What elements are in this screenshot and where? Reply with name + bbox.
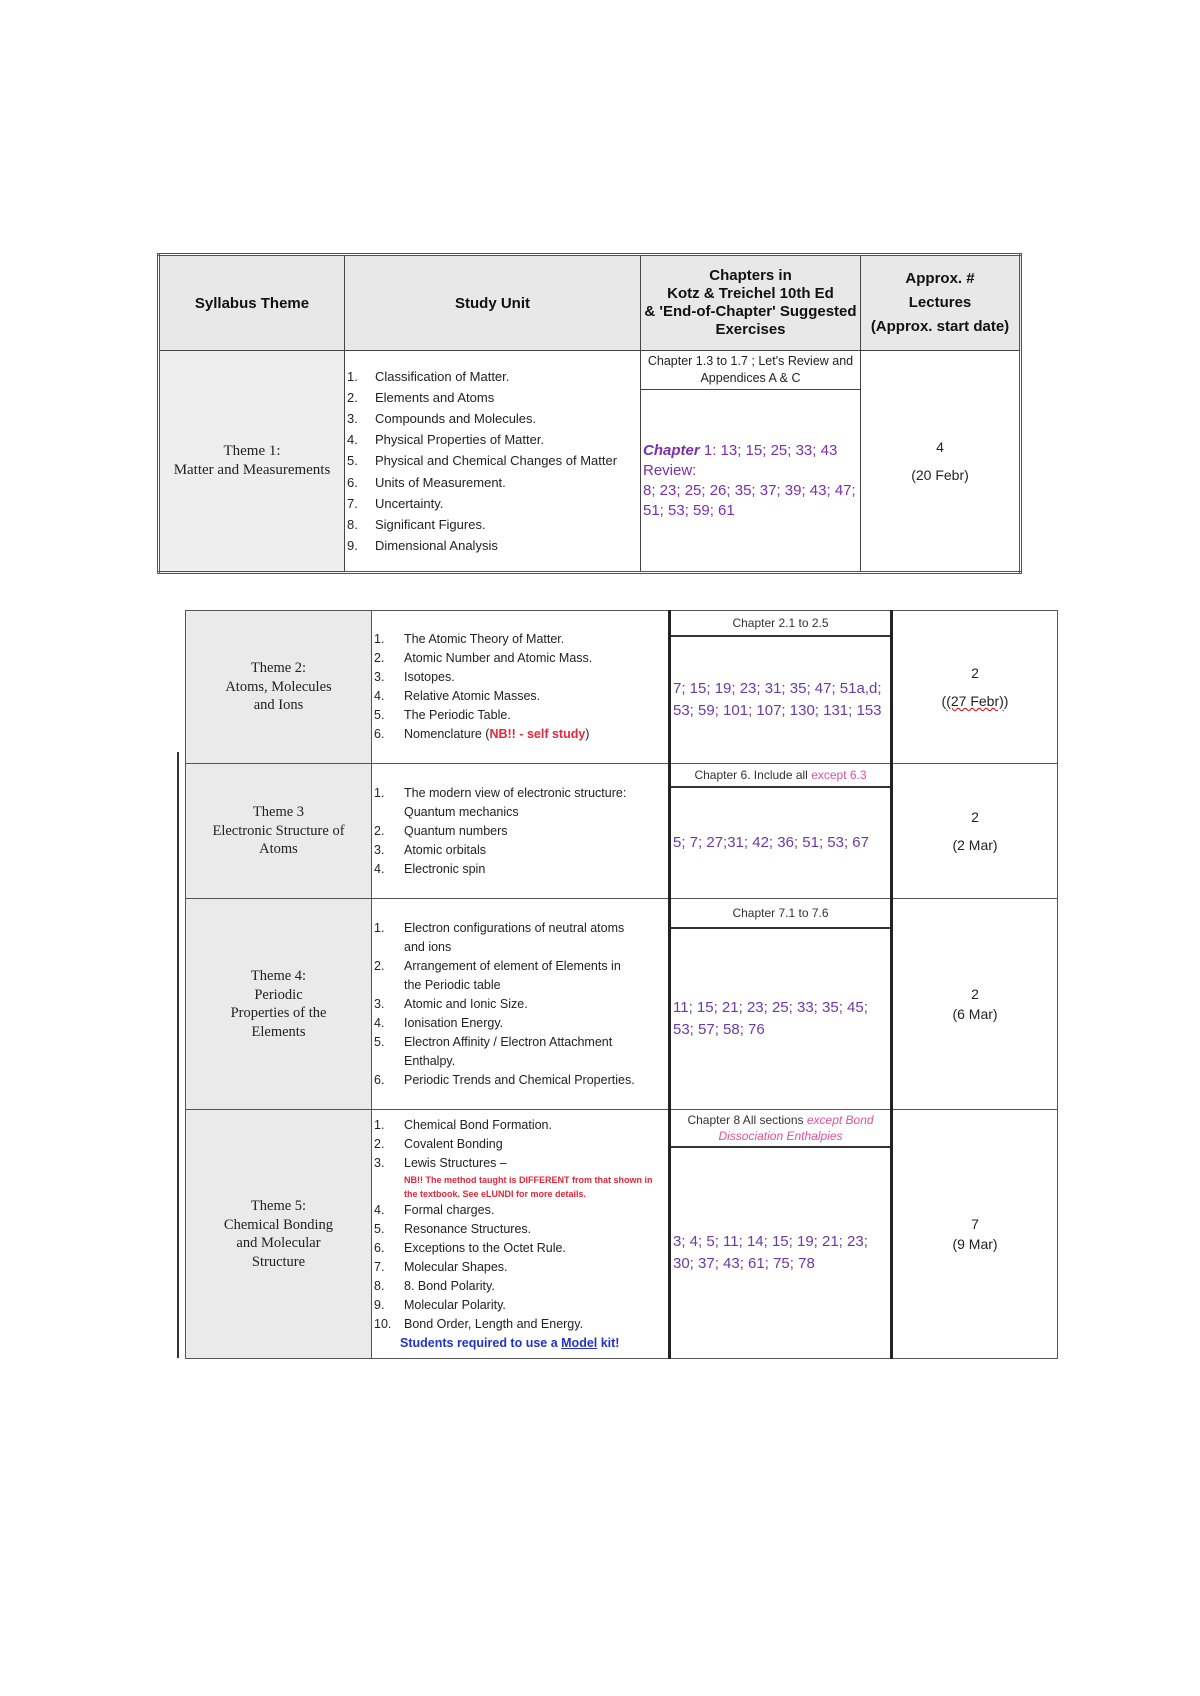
study-unit-item: [372, 1033, 668, 1052]
study-unit-item: [372, 1154, 668, 1173]
study-unit-item: [345, 472, 640, 493]
theme-5-chapter-ref-except: except Bond Dissociation Enthalpies: [718, 1113, 874, 1143]
theme-1-units: [345, 351, 641, 573]
theme-2-unit-list: [372, 630, 668, 744]
study-unit-text: Quantum mechanics: [404, 804, 519, 819]
study-unit-item: [372, 1201, 668, 1220]
study-unit-number: 2.: [374, 958, 385, 973]
theme-1-exercises: [641, 390, 861, 573]
theme-2-units: [372, 611, 670, 764]
study-unit-item: [345, 535, 640, 556]
study-unit-item: [372, 706, 668, 725]
study-unit-item: [372, 784, 668, 803]
study-unit-item: [345, 429, 640, 450]
study-unit-item: [372, 1296, 668, 1315]
study-unit-item: [372, 803, 668, 822]
theme-5-model-kit-b: Model: [561, 1335, 598, 1350]
theme-3-chapter-ref-main: Chapter 6. Include all: [694, 768, 812, 782]
study-unit-number: 6.: [374, 727, 385, 741]
theme-3-unit-list: [372, 784, 668, 879]
study-unit-text: Significant Figures.: [375, 517, 486, 532]
study-unit-number: 7.: [347, 495, 358, 511]
theme-3-exercises: 5; 7; 27;31; 42; 36; 51; 53; 67: [670, 787, 892, 899]
study-unit-item: [345, 514, 640, 535]
study-unit-item: [372, 1258, 668, 1277]
study-unit-number: 4.: [374, 861, 385, 876]
study-unit-text: Molecular Shapes.: [404, 1259, 508, 1274]
theme-4-subtitle-c: Elements: [251, 1023, 306, 1040]
theme-3-cell: [186, 764, 372, 899]
study-unit-number: 2.: [374, 651, 385, 665]
study-unit-number: 1.: [374, 920, 385, 935]
study-unit-text: The modern view of electronic structure:: [404, 785, 627, 800]
study-unit-item: [372, 649, 668, 668]
study-unit-number: [372, 803, 404, 822]
theme-2-cell: [186, 611, 372, 764]
study-unit-text: Physical and Chemical Changes of Matter: [375, 453, 618, 469]
nb-self-study-wrap: [489, 725, 589, 744]
study-unit-item: [372, 841, 668, 860]
study-unit-text: Elements and Atoms: [375, 389, 495, 405]
theme-2-start-date: ((27 Febr)): [941, 693, 1009, 709]
theme-2-subtitle-b: and Ions: [253, 697, 304, 714]
theme-5-chapter-ref-main: Chapter 8 All sections: [687, 1113, 807, 1127]
theme-1-lecture-count: 4: [936, 439, 944, 455]
theme-2-lectures: [892, 611, 1058, 764]
theme-5-units: [372, 1110, 670, 1359]
study-unit-text: 8. Bond Polarity.: [404, 1278, 495, 1293]
study-unit-text: Uncertainty.: [375, 495, 444, 511]
study-unit-text: The Periodic Table.: [404, 708, 511, 722]
theme-4-lectures: [892, 899, 1058, 1110]
theme-4-exercises: 11; 15; 21; 23; 25; 33; 35; 45; 53; 57; 58; 76: [670, 928, 892, 1110]
study-unit-item: [372, 687, 668, 706]
study-unit-text: Dimensional Analysis: [375, 538, 498, 554]
syllabus-table-part-1: [157, 253, 1022, 574]
study-unit-text: Arrangement of element of Elements in: [404, 958, 621, 973]
study-unit-number: 1.: [347, 368, 358, 384]
study-unit-item: [372, 860, 668, 879]
theme-5-model-kit-a: Students required to use a: [400, 1335, 562, 1350]
study-unit-text: Ionisation Energy.: [404, 1015, 504, 1030]
study-unit-number: 5.: [374, 1221, 385, 1236]
theme-1-chapter-label: Chapter: [643, 441, 700, 459]
study-unit-number: 2.: [374, 1136, 385, 1151]
study-unit-text: Electron configurations of neutral atoms: [404, 920, 625, 935]
theme-5-exercises: 3; 4; 5; 11; 14; 15; 19; 21; 23; 30; 37; 43; 61; 75; 78: [670, 1147, 892, 1359]
header-chapters-line1: Chapters in: [709, 267, 792, 284]
header-syllabus-theme: Syllabus Theme: [159, 255, 345, 351]
theme-1-chapter-ref: Chapter 1.3 to 1.7 ; Let's Review and Appendices A & C: [641, 351, 861, 390]
theme-5-model-kit: [372, 1334, 668, 1353]
theme-2-exercises: 7; 15; 19; 23; 31; 35; 47; 51a,d; 53; 59; 101; 107; 130; 131; 153: [670, 636, 892, 764]
study-unit-text: Atomic orbitals: [404, 842, 486, 857]
theme-4-unit-list: [372, 919, 668, 1090]
theme-5-subtitle-c: Structure: [251, 1253, 306, 1270]
study-unit-text: Isotopes.: [404, 670, 455, 684]
theme-3-start-date: (2 Mar): [952, 837, 998, 853]
study-unit-item: [372, 976, 668, 995]
study-unit-text: Compounds and Molecules.: [375, 410, 537, 426]
theme-1-subtitle: Matter and Measurements: [173, 462, 331, 478]
syllabus-table-part-2: [185, 610, 1058, 1359]
theme-2-lecture-count: 2: [971, 665, 979, 681]
study-unit-text: Electron Affinity / Electron Attachment: [404, 1034, 613, 1049]
study-unit-number: 1.: [374, 1117, 385, 1132]
study-unit-item: [372, 1071, 668, 1090]
theme-4-units: [372, 899, 670, 1110]
study-unit-number: 3.: [374, 1155, 385, 1170]
theme-5-lectures: [892, 1110, 1058, 1359]
study-unit-text: Nomenclature (: [404, 727, 490, 741]
study-unit-text: Lewis Structures –: [404, 1155, 507, 1170]
theme-3-units: [372, 764, 670, 899]
study-unit-item: [372, 938, 668, 957]
study-unit-number: 1.: [374, 632, 385, 646]
study-unit-text: Covalent Bonding: [404, 1136, 503, 1151]
study-unit-item: [372, 630, 668, 649]
nb-self-study-note: NB!! - self study: [489, 727, 586, 741]
table-left-bar: [177, 752, 179, 1358]
theme-5-unit-list-a: [372, 1116, 668, 1173]
study-unit-number: 6.: [374, 1072, 385, 1087]
study-unit-number: 3.: [347, 410, 358, 426]
theme-4-lecture-count: 2: [971, 986, 979, 1002]
theme-1-start-date: (20 Febr): [911, 467, 969, 483]
header-lectures: [861, 255, 1021, 351]
study-unit-item: [345, 493, 640, 514]
study-unit-number: 6.: [347, 474, 358, 490]
theme-5-lecture-count: 7: [971, 1216, 979, 1232]
study-unit-text: Formal charges.: [404, 1202, 495, 1217]
study-unit-item: [372, 1277, 668, 1296]
study-unit-item: [345, 387, 640, 408]
study-unit-text: Periodic Trends and Chemical Properties.: [404, 1072, 635, 1087]
theme-2-title: Theme 2:: [250, 660, 307, 677]
study-unit-text: Chemical Bond Formation.: [404, 1117, 552, 1132]
study-unit-item: [372, 1014, 668, 1033]
study-unit-item: [372, 1116, 668, 1135]
header-chapters-line3: & 'End-of-Chapter' Suggested Exercises: [644, 303, 857, 338]
study-unit-number: 7.: [374, 1259, 385, 1274]
study-unit-number: 2.: [374, 823, 385, 838]
study-unit-text: Exceptions to the Octet Rule.: [404, 1240, 566, 1255]
study-unit-item: [372, 725, 668, 744]
theme-3-subtitle-b: Atoms: [259, 841, 298, 858]
study-unit-number: 4.: [374, 1202, 385, 1217]
theme-4-title: Theme 4:: [250, 968, 307, 984]
theme-4-start-date: (6 Mar): [952, 1006, 998, 1022]
study-unit-number: 3.: [374, 670, 385, 684]
theme-3-chapter-ref-except: except 6.3: [811, 768, 867, 782]
header-lectures-line3: (Approx. start date): [870, 318, 1010, 335]
study-unit-number: 5.: [374, 708, 385, 722]
study-unit-text: Relative Atomic Masses.: [404, 689, 541, 703]
theme-2-subtitle-a: Atoms, Molecules: [225, 678, 332, 695]
theme-4-subtitle-a: Periodic: [254, 986, 303, 1003]
theme-5-unit-list-b: [372, 1201, 668, 1334]
theme-4-cell: [186, 899, 372, 1110]
study-unit-text: and ions: [404, 939, 452, 954]
theme-3-lectures: [892, 764, 1058, 899]
theme-1-chapter-line: [643, 441, 860, 461]
study-unit-text: Bond Order, Length and Energy.: [404, 1316, 584, 1331]
study-unit-number: 9.: [347, 538, 358, 554]
theme-1-review-exercises: 8; 23; 25; 26; 35; 37; 39; 43; 47; 51; 53; 59; 61: [643, 481, 856, 519]
study-unit-item: [372, 957, 668, 976]
theme-1-title: Theme 1:: [223, 443, 281, 459]
header-lectures-line1: Approx. #: [905, 270, 975, 287]
study-unit-number: [372, 1052, 404, 1071]
study-unit-number: 4.: [374, 689, 385, 703]
study-unit-number: [372, 938, 404, 957]
study-unit-number: 5.: [374, 1034, 385, 1049]
study-unit-number: 10.: [374, 1316, 392, 1331]
study-unit-number: 6.: [374, 1240, 385, 1255]
theme-1-lectures: [861, 351, 1021, 573]
study-unit-number: [372, 976, 404, 995]
study-unit-text: the Periodic table: [404, 977, 501, 992]
study-unit-item: [372, 995, 668, 1014]
theme-3-lecture-count: 2: [971, 809, 979, 825]
study-unit-text: Atomic and Ionic Size.: [404, 996, 528, 1011]
theme-2-chapter-ref: Chapter 2.1 to 2.5: [670, 611, 892, 637]
study-unit-number: 3.: [374, 996, 385, 1011]
study-unit-text: Classification of Matter.: [375, 368, 510, 384]
study-unit-text: The Atomic Theory of Matter.: [404, 632, 565, 646]
theme-5-model-kit-c: kit!: [597, 1335, 620, 1350]
study-unit-text: Resonance Structures.: [404, 1221, 532, 1236]
study-unit-item: [345, 450, 640, 471]
header-lectures-line2: Lectures: [908, 294, 972, 311]
study-unit-number: 1.: [374, 785, 385, 800]
study-unit-text: Units of Measurement.: [375, 474, 506, 490]
study-unit-item: [372, 1135, 668, 1154]
study-unit-item: [372, 1239, 668, 1258]
study-unit-text: Physical Properties of Matter.: [375, 432, 545, 448]
theme-5-cell: [186, 1110, 372, 1359]
study-unit-item: [372, 822, 668, 841]
study-unit-item: [372, 919, 668, 938]
header-chapters-line2: Kotz & Treichel 10th Ed: [667, 285, 834, 302]
study-unit-number: 2.: [347, 389, 358, 405]
study-unit-text: Electronic spin: [404, 861, 486, 876]
theme-4-chapter-ref: Chapter 7.1 to 7.6: [670, 899, 892, 929]
study-unit-number: 8.: [374, 1278, 385, 1293]
theme-2-start-date-text: (27 Febr): [946, 693, 1004, 709]
theme-5-title: Theme 5:: [250, 1198, 307, 1214]
theme-1-review-label: Review:: [643, 461, 697, 479]
study-unit-item: [345, 408, 640, 429]
theme-1-cell: [159, 351, 345, 573]
theme-3-title: Theme 3: [252, 804, 305, 821]
theme-3-chapter-ref: [670, 764, 892, 788]
header-chapters: [641, 255, 861, 351]
study-unit-item: [372, 668, 668, 687]
theme-5-chapter-ref: [670, 1110, 892, 1148]
study-unit-text: Molecular Polarity.: [404, 1297, 506, 1312]
theme-1-unit-list: [345, 366, 640, 557]
study-unit-text: Enthalpy.: [404, 1053, 456, 1068]
study-unit-item: [372, 1052, 668, 1071]
theme-1-chapter-exercises: 1: 13; 15; 25; 33; 43: [699, 441, 838, 459]
study-unit-item: [345, 366, 640, 387]
theme-4-subtitle-b: Properties of the: [230, 1005, 327, 1021]
theme-5-subtitle-a: Chemical Bonding: [223, 1216, 334, 1233]
study-unit-number: 5.: [347, 453, 358, 469]
theme-5-start-date: (9 Mar): [952, 1236, 998, 1252]
study-unit-number: 8.: [347, 517, 358, 532]
study-unit-text: Atomic Number and Atomic Mass.: [404, 651, 593, 665]
theme-3-subtitle-a: Electronic Structure of: [212, 822, 345, 839]
nb-close-paren: ): [585, 727, 590, 741]
theme-5-lewis-note: NB!! The method taught is DIFFERENT from that shown in the textbook. See eLUNDI for more details.: [404, 1174, 653, 1199]
study-unit-number: 3.: [374, 842, 385, 857]
study-unit-text: Quantum numbers: [404, 823, 508, 838]
study-unit-item: [372, 1315, 668, 1334]
study-unit-item: [372, 1220, 668, 1239]
study-unit-number: 4.: [347, 432, 358, 448]
theme-5-subtitle-b: and Molecular: [236, 1235, 321, 1251]
study-unit-number: 9.: [374, 1297, 385, 1312]
header-study-unit: Study Unit: [345, 255, 641, 351]
study-unit-number: 4.: [374, 1015, 385, 1030]
